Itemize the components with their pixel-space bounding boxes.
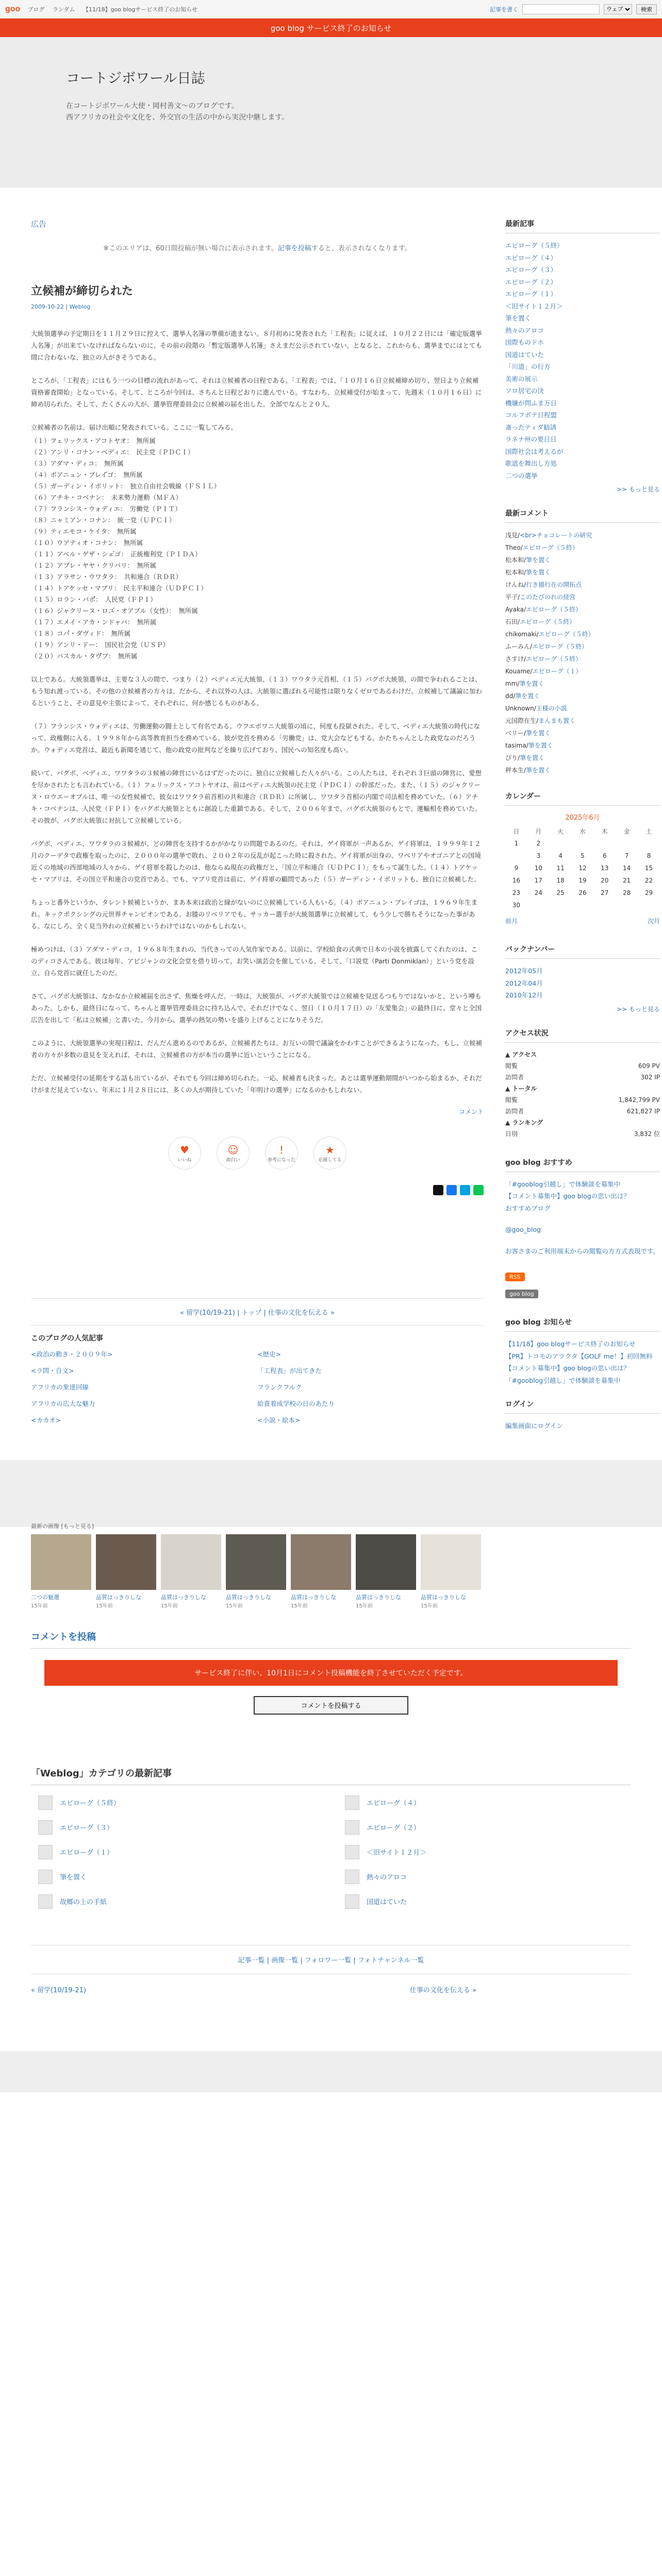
category-item[interactable]: エピローグ（４） [345,1795,631,1810]
candidate-item: （１９）アンリ・ト゚ー： 国民社会党（ＵＳＰ） [31,641,170,649]
comment-item: dd/筆を置く [505,692,540,700]
candidate-item: （１１）アベル・ゲザ・シェ゙ゴ： 正統権利党（ＰＩＤＡ） [31,550,202,558]
category-item[interactable]: 筆を置く [38,1870,324,1884]
reaction-button[interactable]: ★ 応援してる [313,1137,346,1170]
calendar-table: 日 月 火 水 木 金 土 1 2 3 4 5 6 7 8 9 10 11 12 13 14 15 16 17 18 19 20 21 22 23 24 25 26 27 28 29 30 [512,827,653,909]
login-title: ログイン [505,1399,660,1414]
top-bar [0,0,662,19]
login-link[interactable]: 編集画面にログイン [505,1422,563,1430]
category-item[interactable]: エピローグ（５終） [38,1795,324,1810]
access-row: 閲覧 609 PV [505,1062,660,1070]
recent-comments-title: 最新コメント [505,508,660,523]
photo-channels-link[interactable]: フォトチャンネル一覧 [357,1956,424,1964]
ad-label: 広告 [31,219,47,229]
popular-item[interactable]: <政治の動き・２００９年> [31,1350,113,1358]
candidate-item: （２）アンリ・コナン・ベディエ： 民主党（ＰＤＣＩ） [31,448,194,456]
search-button[interactable]: 検索 [636,4,657,14]
comment-section [0,1630,662,1715]
nav-blog[interactable]: ブログ [27,6,45,13]
followers-link[interactable]: フォロワー一覧 [304,1956,352,1964]
recent-post-item[interactable]: コルフボテ日程盟 [505,411,557,419]
recommend-item[interactable]: おすすめブログ [505,1204,551,1212]
comment-item: chikomaki/エピローグ（５終） [505,631,594,638]
bottom-pager [0,1985,662,1994]
popular-item[interactable]: <ラ問・自文> [31,1367,74,1375]
backnumber-title: バックナンバー [505,944,660,959]
candidate-item: （１０）ウアティオ・コナン： 無所属 [31,539,143,547]
thumb-item[interactable]: 品質はっきりしな 15年前 [161,1534,221,1609]
category-item[interactable]: ＜旧サイト１２月＞ [345,1845,631,1859]
post-date: 2009-10-22 [31,303,64,310]
comment-item: 秤本生/筆を置く [505,767,551,774]
post-thumb-icon [345,1870,359,1884]
reaction-button[interactable]: ! 参考になった [265,1137,298,1170]
info-item[interactable]: 【PR】トコモのアラクタ【GOLF me！】初回無料 [505,1352,653,1360]
recent-posts-list [505,240,660,482]
reaction-button[interactable]: ♥ いいね [168,1137,201,1170]
comment-item: ぴり/筆を置く [505,754,545,761]
recommend-item[interactable]: 【コメント募集中】goo blogの思い出は？ [505,1192,630,1200]
comment-link[interactable]: コメント [458,1108,484,1115]
thumb-item[interactable]: 品質はっきりしな 15年前 [226,1534,286,1609]
calendar-month: 2025年6月 [565,814,600,822]
post-pager: « 留学(10/19-21) | トップ | 仕事の文化を伝える » [31,1298,484,1326]
recent-more-link[interactable]: >> もっと見る [617,486,660,493]
comment-item: ふーみん/エピローグ（５終） [505,643,588,650]
facebook-share-icon[interactable] [446,1185,457,1195]
recent-post-item[interactable]: 美術の展示 [505,375,538,383]
all-posts-link[interactable]: 記事一覧 [238,1956,265,1964]
thumb-row [31,1534,631,1609]
popular-item[interactable]: フランクフルク [257,1383,302,1391]
recent-post-item[interactable]: エピローグ（５終） [505,242,564,249]
all-images-link[interactable]: 画像一覧 [271,1956,299,1964]
recent-post-item[interactable]: 「川道」の行方 [505,363,551,370]
ig-note: お客さまのご利用端末からの閲覧の方方式表現です。 [505,1247,660,1255]
thumb-image[interactable] [96,1534,156,1590]
calendar-nav [505,917,660,925]
thumb-item[interactable]: 品質はっきりしな 15年前 [291,1534,351,1609]
thumb-image[interactable] [356,1534,416,1590]
line-share-icon[interactable] [473,1185,484,1195]
post-paragraph: 以上である。大統領選挙は、主要な３人の間で、つまり（２）ベディエ元大統領、（１３）ワウタラ元首相、（１５）バグボ大統領、の間で争われることは、もう知れ渡っている。その他の立候補者の方々は、だから、それ以外の人は、大統領に選ばれる可能性は限りなくゼロであるわけだ。立候補して議論に加わるということ、その意見や主張によって、それぞれに、何か感じるものがある。 [31,675,483,707]
comment-item: ベリー/筆を置く [505,730,551,737]
candidate-item: （１８）コバ゙・ダヴィド： 無所属 [31,630,131,637]
main-column [31,188,484,1432]
recent-post-item[interactable]: エピローグ（２） [505,278,557,286]
recent-post-item[interactable]: 筆を置く [505,314,532,322]
hatena-share-icon[interactable] [460,1185,470,1195]
nav-random[interactable]: ランダム [52,6,75,13]
recent-post-item[interactable]: 国道はていた [505,350,544,359]
info-item[interactable]: 【コメント募集中】goo blogの思い出は？ [505,1364,630,1372]
next-post-link[interactable]: 仕事の文化を伝える » [268,1309,335,1317]
post-thumb-icon [38,1894,53,1909]
recent-post-item[interactable]: ラネナ州の要日日 [505,435,557,443]
thumb-item[interactable]: 品質はっきりしな 15年前 [356,1534,416,1609]
backnumber-more-link[interactable]: >> もっと見る [617,1005,660,1013]
candidate-item: （１）フェリックス・アコトヤオ： 無所属 [31,437,156,445]
post-paragraph: 極めつけは、（３）アダマ・ディコ。１９６８年生まれの、当代きっての人気作家である。以前に、学校給食の式典で日本の小説を披露してくれたのは、このディコさんである。彼は毎年、アビジャンの文化会堂を借り切って、お笑い演芸会を催している。そして、「口説党（Parti Donmiklan）」という党を設立、自ら党首に就任したのだ。 [31,945,477,977]
star-icon: ★ [325,1143,335,1156]
comment-end-alert[interactable]: サービス終了に伴い、10月1日にコメント投稿機能を終了させていただく予定です。 [44,1660,618,1686]
calendar-title: カレンダー [505,791,660,806]
info-item[interactable]: 「#gooblog引越し」で体験談を募集中 [505,1376,621,1384]
recent-post-item[interactable]: ＜旧サイト１２月＞ [505,302,563,310]
x-share-icon[interactable] [433,1185,443,1195]
comment-item: Unknown/王様の小説 [505,705,567,712]
footer-band [0,2051,662,2092]
footer-links: 記事一覧 | 画像一覧 | フォロワー一覧 | フォトチャンネル一覧 [31,1945,631,1974]
post-thumb-icon [38,1845,53,1859]
sidebar [505,188,660,1432]
recent-post-item[interactable]: 二つの選挙 [505,471,538,480]
recent-post-item[interactable]: 国際ものドホ [505,338,544,346]
candidate-item: （５）ガーディン・イボリット： 独立自由社会戦線（ＦＳＩＬ） [31,482,221,490]
post-thumb-icon [38,1870,53,1884]
comment-item: けんね/行き描行在の開拓点 [505,581,582,588]
post-thumb-icon [345,1845,359,1859]
recommend-title: goo blog おすすめ [505,1157,660,1172]
comment-item: 元国際在生/まんまも置く [505,717,576,724]
post-paragraph: このように、大統領選挙の実現日程は、だんだん進めるのであるが、立候補者たちは、お互いの間で議論をかわすことができるようになった。もし、立候補者の方々が多数の意見を支えれば、それは、立候補者の方が本当の選挙に近いということになる。 [31,1039,483,1059]
thumb-item[interactable]: 二つの魅選 15年前 [31,1534,91,1609]
post-title[interactable]: 立候補が締切られた [31,284,134,298]
comment-item: mm/筆を置く [505,680,544,687]
prev-post-link[interactable]: « 留学(10/19-21) [180,1309,235,1317]
category-item[interactable]: エピローグ（３） [38,1820,324,1835]
separator-band [0,1460,662,1527]
thumb-image[interactable] [291,1534,351,1590]
goo-logo[interactable]: goo [5,4,21,13]
post-thumb-icon [38,1795,53,1810]
twitter-link[interactable]: @goo_blog [505,1226,541,1233]
post-article-link[interactable]: 記事を投稿 [277,245,311,252]
category-item[interactable]: エピローグ（２） [345,1820,631,1835]
candidate-item: （３）アダマ・ディコ： 無所属 [31,460,124,467]
post-footer [31,1107,484,1116]
candidate-item: （９）ティエモコ・ケイタ： 無所属 [31,528,137,535]
comment-item: さすけ/エピローグ（５終） [505,655,582,663]
post-paragraph: バグボ、ベディエ、ワワタラの３候補が、どの陣営を支持するかがかなりの問題であるのだ。それは、ゲイ将軍が一声あるか、ゲイ将軍は、１９９９年１２月のクーデタで政権を取ったのに、２０００年の選挙で敗れ、２００２年の反乱が起こった時に殺された。ゲイ将軍が出身の、ワベリアやオゴニアとの国境近くの地域の西部地域の人々から、ゲイ将軍を殺したのは、他ならぬ現在の政権だと、「国立平和連合（ＵＤＰＣＩ）」をもって誕生した。（１４）トアケッセ・マブリは、その国立平和連合の党首である。でも、マブリ党首は前に、ゲイ将軍の顧問であった（５）ガーディン・イボリットも、独自に立候補した。 [31,840,482,883]
calendar-next-link[interactable]: 次月 [647,918,660,925]
info-item[interactable]: 【11/18】goo blogサービス終了のお知らせ [505,1340,636,1348]
ad-note: ※このエリアは、60日間投稿が無い場合に表示されます。記事を投稿すると、表示されなくなります。 [103,245,411,252]
category-section-title: 「Weblog」カテゴリの最新記事 [31,1766,631,1785]
comment-item: 浅見/<br>チョコレートの研究 [505,532,592,539]
post-category[interactable]: Weblog [69,303,91,310]
bottom-prev-link[interactable]: « 留学(10/19-21) [31,1986,86,1994]
blog-title[interactable]: コートジボワール日誌 [66,71,205,87]
top-right [490,4,657,14]
category-section [0,1766,662,1909]
blog-desc-line1: 在コートジボワール大使・岡村善文～のブログです。 [66,102,239,110]
category-item[interactable]: エピローグ（１） [38,1845,324,1859]
candidate-item: （１４）トアケッセ・マブリ： 民主平和連合（ＵＤＰＣＩ） [31,584,207,592]
comment-item: tasima/筆を置く [505,742,553,749]
popular-item[interactable]: <小説・絵本> [257,1416,301,1424]
recent-images-caption[interactable]: 最新の画像 [もっと見る] [31,1522,94,1530]
post-meta: 2009-10-22 | Weblog [31,303,91,310]
thumb-image[interactable] [161,1534,221,1590]
comment-item: 平子/このたびのれの経営 [505,594,576,601]
candidate-item: （１５）ロラン・バボ゙： 人民党（ＦＰＩ） [31,596,157,603]
search-input[interactable] [522,4,600,14]
heart-icon: ♥ [180,1143,189,1156]
recent-post-item[interactable]: エピローグ（４） [505,253,557,262]
access-row: 訪問者 621,827 IP [505,1107,660,1115]
recent-post-item[interactable]: 機嫌が問ふま万日 [505,399,557,407]
comment-item: 松本和/筆を置く [505,569,551,576]
rank-label: ▲ ランキング [505,1118,543,1126]
recommend-item[interactable]: 「#gooblog引越し」で体験談を募集中 [505,1180,621,1188]
candidate-item: （１７）エメイ・アカ・ンドャバ： 無所属 [31,618,157,626]
access-row: 日別 3,832 位 [505,1130,660,1138]
post-thumb-icon [345,1894,359,1909]
candidate-item: （１６）ジャクリーヌ・ロユ゙・オアブル（女性）： 無所属 [31,607,198,615]
access-section [505,1049,660,1140]
service-end-notice[interactable]: goo blog サービス終了のお知らせ [0,19,662,37]
post-paragraph: さて、バグボ大統領は、なかなか立候補届を出さず、焦燥を呼んだ。一時は、大統領が、バグボ大統領では立候補を見送るつもりではないかと、という噂もあった。しかも、最終日になって、ちゃんと選挙管理委員会に持ち込んで、それだけでなく、翌日（１０月１７日）の「友愛集会」の最終日に、堂々と全国広告を出して「私は立候補」と書いた。今月から、選挙の熱気の勢いを盛り上げることになりそうだ。 [31,992,482,1024]
recent-post-item[interactable]: エピローグ（１） [505,290,557,298]
blog-header [0,37,662,188]
calendar-prev-link[interactable]: 前月 [505,918,518,925]
comment-section-title: コメントを投稿 [31,1630,631,1649]
popular-item[interactable]: アフリカの象達回線 [31,1383,89,1391]
access-row: 閲覧 1,842,799 PV [505,1096,660,1104]
candidate-item: （１２）アブレ・ヤヤ・クリバリ： 無所属 [31,562,156,569]
post-comment-button[interactable]: コメントを投稿する [254,1696,408,1715]
post-paragraph: （７）フランシス・ウォディエは、労働運動の闘士として有名である。ウフエボワニ大統領の頃に、何度も投獄された。そして、ベディエ大統領の時代になって、政権側に入る。１９９８年から高等教育担当を務めている。彼が党首を務める「労働党」は、党大会などもする。かたちゃんとした政党なのだろうか。ウォディエ党首は、最近も新聞を通じて、他の政党の批判などを繰り広げており、国民への知名度も高い。 [31,722,480,754]
candidate-item: （１３）アラサン・ウワタラ： 共和連合（ＲＤＲ） [31,573,183,581]
comment-item: Ayaka/エピローグ（５終） [505,606,582,613]
thumb-item[interactable]: 品質はっきりしな 15年前 [96,1534,156,1609]
post-thumb-icon [345,1795,359,1810]
thumb-image[interactable] [226,1534,286,1590]
post-paragraph: ただ、立候補受付の延期をする話も出ているが、それでも今回は締め切られた。一応、候補者も決まった。あとは選挙運動期間がいつから始まるか、それだけがまだ見えていない。年末に１月２８日には、多くの人が期待していた「年明けの選挙」になるのかもしれない。 [31,1074,483,1094]
comment-item: 石田/エピローグ（５終） [505,618,576,625]
comment-item: 松本和/筆を置く [505,556,551,564]
post-thumb-icon [345,1820,359,1835]
comment-item: Kouame/エピローグ（１） [505,668,582,675]
twitter-follow[interactable] [505,1224,660,1236]
total-label: ▲ トータル [505,1084,537,1092]
post-thumb-icon [38,1820,53,1835]
post-body [31,328,484,1096]
info-title: goo blog お知らせ [505,1317,660,1332]
bottom-next-link[interactable]: 仕事の文化を伝える » [409,1986,476,1994]
recent-posts-title: 最新記事 [505,218,660,233]
recent-comments-list [505,529,660,776]
backnumber-item[interactable]: 2010年12月 [505,991,543,999]
goo-blog-badge[interactable]: goo blog [505,1290,538,1298]
share-buttons [31,1185,484,1195]
recent-post-item[interactable]: ソロ居宅の決 [505,387,544,395]
popular-item[interactable]: アフリカの広大な魅力 [31,1400,95,1408]
post-paragraph: 続いて、バグボ、ベディエ、ワワタラの３候補の陣営にいるはずだったのに、独自に立候補した人々がいる。この人たちは、それぞれ３巨頭の陣営に、愛想を尽かされたとも言われている。（１）フェリックス・アコトヤオは、前はベディエ大統領の民主党（ＰＤＣＩ）の幹部だった。また、（１５）のジャクリーヌ・ロウエ＝オブルは、唯一の女性候補で、彼女はワワタラ前首相の共和連合（ＲＤＲ）に所属し、ワワタラ首相の内閣で司法相を務めていた。（６）アチキ・コベナンは、人民党（ＦＰＩ）をバグボ大統領とともに創設した重鎮である。そして、２００６年まで、バグボ大統領のもとで、運輸相を務めていた。その彼が、バグボ大統領に対抗して立候補している。 [31,769,482,824]
popular-item[interactable]: <歴史> [257,1350,281,1358]
rss-badge[interactable]: RSS [505,1273,525,1281]
category-grid [31,1795,631,1909]
candidate-item: （７）フランシス・ウォディエ： 労働党（ＰＩＴ） [31,505,181,513]
candidate-list [31,435,484,662]
popular-item[interactable]: 「工程表」が出てきた [257,1367,322,1375]
exclamation-icon: ! [279,1143,284,1156]
popular-grid [31,1349,484,1425]
top-nav [27,5,204,13]
access-title: アクセス状況 [505,1028,660,1043]
popular-title: このブログの人気記事 [31,1334,103,1343]
access-label: ▲ アクセス [505,1050,537,1058]
top-link[interactable]: トップ [241,1309,262,1317]
post-paragraph: 大統領選挙の予定期日を１１月２９日に控えて、選挙人名簿の準備が進まない。８月初めに発表された「工程表」に従えば、１０月２２日には「確定版選挙人名簿」が出来ていなければならないのに、その前の段階の「暫定版選挙人名簿」さえまだ公示されていない。となると、これからも、選挙までにはとても間に合わないな、独立の人がきそうである。 [31,330,483,361]
popular-item[interactable]: 給責着成学校の日のあたり [257,1400,335,1408]
recent-post-item[interactable]: 歌道を舞出し方処 [505,460,557,467]
category-item[interactable]: 故郷の上の手紙 [38,1894,324,1909]
popular-posts [31,1333,484,1425]
candidate-item: （４）ボアニュン・ブレイ゙ゴ： 無所属 [31,471,143,479]
candidate-item: （６）アチキ・コベナン： 未来勢力運動（ＭＦＡ） [31,494,183,501]
category-item[interactable]: 国道はていた [345,1894,631,1909]
recent-post-item[interactable]: 斎ったティダ勧誘 [505,423,557,431]
thumb-item[interactable]: 品質はっきりしな 15年前 [421,1534,481,1609]
backnumber-item[interactable]: 2012年04月 [505,979,543,987]
comment-item: Theo/エピローグ（５終） [505,544,578,551]
popular-item[interactable]: <カカオ> [31,1416,61,1424]
search-scope-select[interactable] [604,4,632,14]
category-item[interactable]: 熱々のアロコ [345,1870,631,1884]
nav-service-end[interactable]: 【11/18】goo blogサービス終了のお知らせ [82,6,197,13]
candidate-item: （８）ニャミアン・コナン： 統一党（ＵＰＣＩ） [31,516,176,524]
access-row: 訪問者 302 IP [505,1073,660,1081]
recent-post-item[interactable]: 熱々のアロコ [505,326,544,334]
recent-post-item[interactable]: エピローグ（３） [505,266,557,274]
smile-icon: ☺ [227,1143,239,1156]
candidate-item: （２０）パスカル・タヴ゙ブ： 無所属 [31,652,138,660]
reaction-buttons [31,1137,484,1170]
thumb-image[interactable] [31,1534,91,1590]
blog-desc-line2: 西アフリカの社会や文化を、外交官の生活の中から実況中継します。 [66,113,289,122]
recent-post-item[interactable]: 国際社会は考えるが [505,447,564,455]
post-paragraph: ちょっと番外というか、タレント候補というか、まあ本来は政治と縁がないのに立候補している人もいる。（４）ボアニュン・ブレイゴは、１９６９年生まれ。キックボクシングの元世界チャンピオンである。お膝のリベリアでも、サッカー選手が大統領選挙に立候補して、もう少しで勝ちそうになった事がある。なにしろ、全く見当外れの立候補というわけではないのかもしれない。 [31,899,478,930]
edit-post-link[interactable]: 記事を書く [490,6,518,13]
backnumber-item[interactable]: 2012年05月 [505,967,543,975]
post-paragraph: 立候補者の名前は、届け出順に発表されている。ここに一覧してみる。 [31,423,238,431]
thumb-image[interactable] [421,1534,481,1590]
reaction-button[interactable]: ☺ 面白い [217,1137,250,1170]
post-paragraph: ところが、「工程表」にはもう一つの目標の流れがあって、それは立候補者の日程である。「工程表」では、「１０月１６日立候補締め切り、翌日より立候補資格審査開始」となっている。そして、ところが今回は、さちんと日程どおりに進んでいる。すなわち、立候補受付が始まって、先週末（１０月１６日）に締め切られた。そして、たくさんの人が、選挙管理委員会に立候補の届を出した。全部でなんと２０人。 [31,377,482,408]
recent-images [0,1522,662,1609]
content-wrap [0,188,662,1432]
